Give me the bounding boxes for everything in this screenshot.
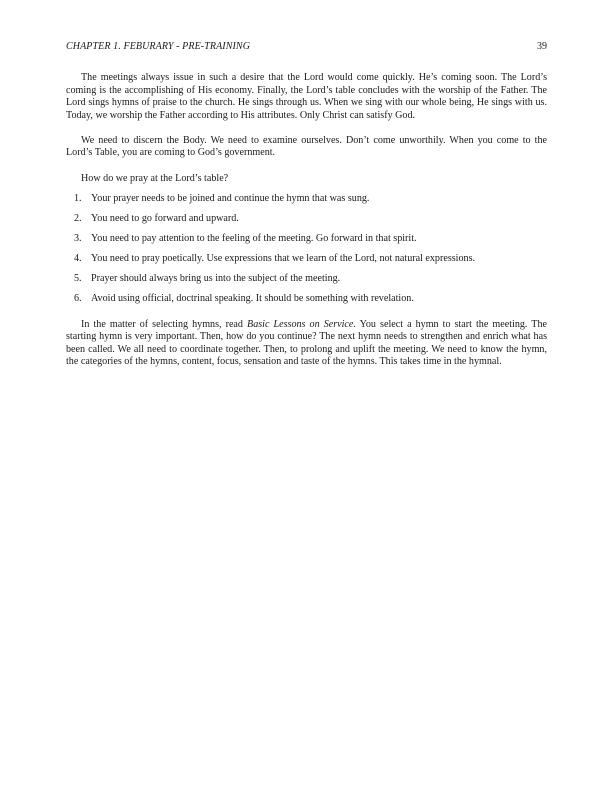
list-number: 3. <box>74 233 82 245</box>
running-header <box>66 40 547 54</box>
prayer-guidelines-list <box>66 193 547 306</box>
list-item <box>66 213 547 226</box>
list-item <box>66 273 547 286</box>
list-item <box>66 233 547 246</box>
list-text: You need to pray poetically. Use expressions that we learn of the Lord, not natural expressions. <box>91 253 476 265</box>
list-number: 6. <box>74 293 82 305</box>
paragraph-discern-body: We need to discern the Body. We need to examine ourselves. Don’t come unworthily. When you come to the Lord’s Table, you are coming to God’s government. <box>66 134 547 159</box>
list-number: 5. <box>74 273 82 285</box>
list-number: 2. <box>74 213 82 225</box>
list-text: Avoid using official, doctrinal speaking. It should be something with revelation. <box>91 293 414 305</box>
chapter-title: CHAPTER 1. FEBURARY - PRE-TRAINING <box>66 41 251 52</box>
question-heading: How do we pray at the Lord’s table? <box>81 172 229 184</box>
page-number: 39 <box>537 41 547 52</box>
list-item <box>66 193 547 206</box>
paragraph-selecting-hymns <box>66 319 547 369</box>
list-text: You need to go forward and upward. <box>91 213 239 225</box>
paragraph-text: In the matter of selecting hymns, read <box>81 318 248 330</box>
page-body <box>66 72 547 369</box>
book-title: Basic Lessons on Service. <box>247 318 356 330</box>
paragraph-text: You select a hymn to start the meeting. The starting hymn is very important. Then, how do you continue? The next hymn needs to strengthen and enrich what has been called. We all need to coordinate together. Then, to prolong and uplift the meeting. We need to know the hymn, the categories of the hymns, content, focus, sensation and taste of the hymns. This takes time in the hymnal. <box>66 318 547 368</box>
list-text: You need to pay attention to the feeling of the meeting. Go forward in that spirit. <box>91 233 417 245</box>
list-number: 1. <box>74 193 82 205</box>
list-number: 4. <box>74 253 82 265</box>
list-text: Your prayer needs to be joined and continue the hymn that was sung. <box>91 193 370 205</box>
list-item <box>66 253 547 266</box>
paragraph-worship: The meetings always issue in such a desire that the Lord would come quickly. He’s coming soon. The Lord’s coming is the accomplishing of His economy. Finally, the Lord’s table concludes with the worship of the Father. The Lord sings hymns of praise to the church. He sings through us. When we sing with our whole being, He sings with us. Today, we worship the Father according to His attributes. Only Christ can satisfy God. <box>66 72 547 121</box>
list-item <box>66 293 547 306</box>
list-text: Prayer should always bring us into the subject of the meeting. <box>91 273 341 285</box>
